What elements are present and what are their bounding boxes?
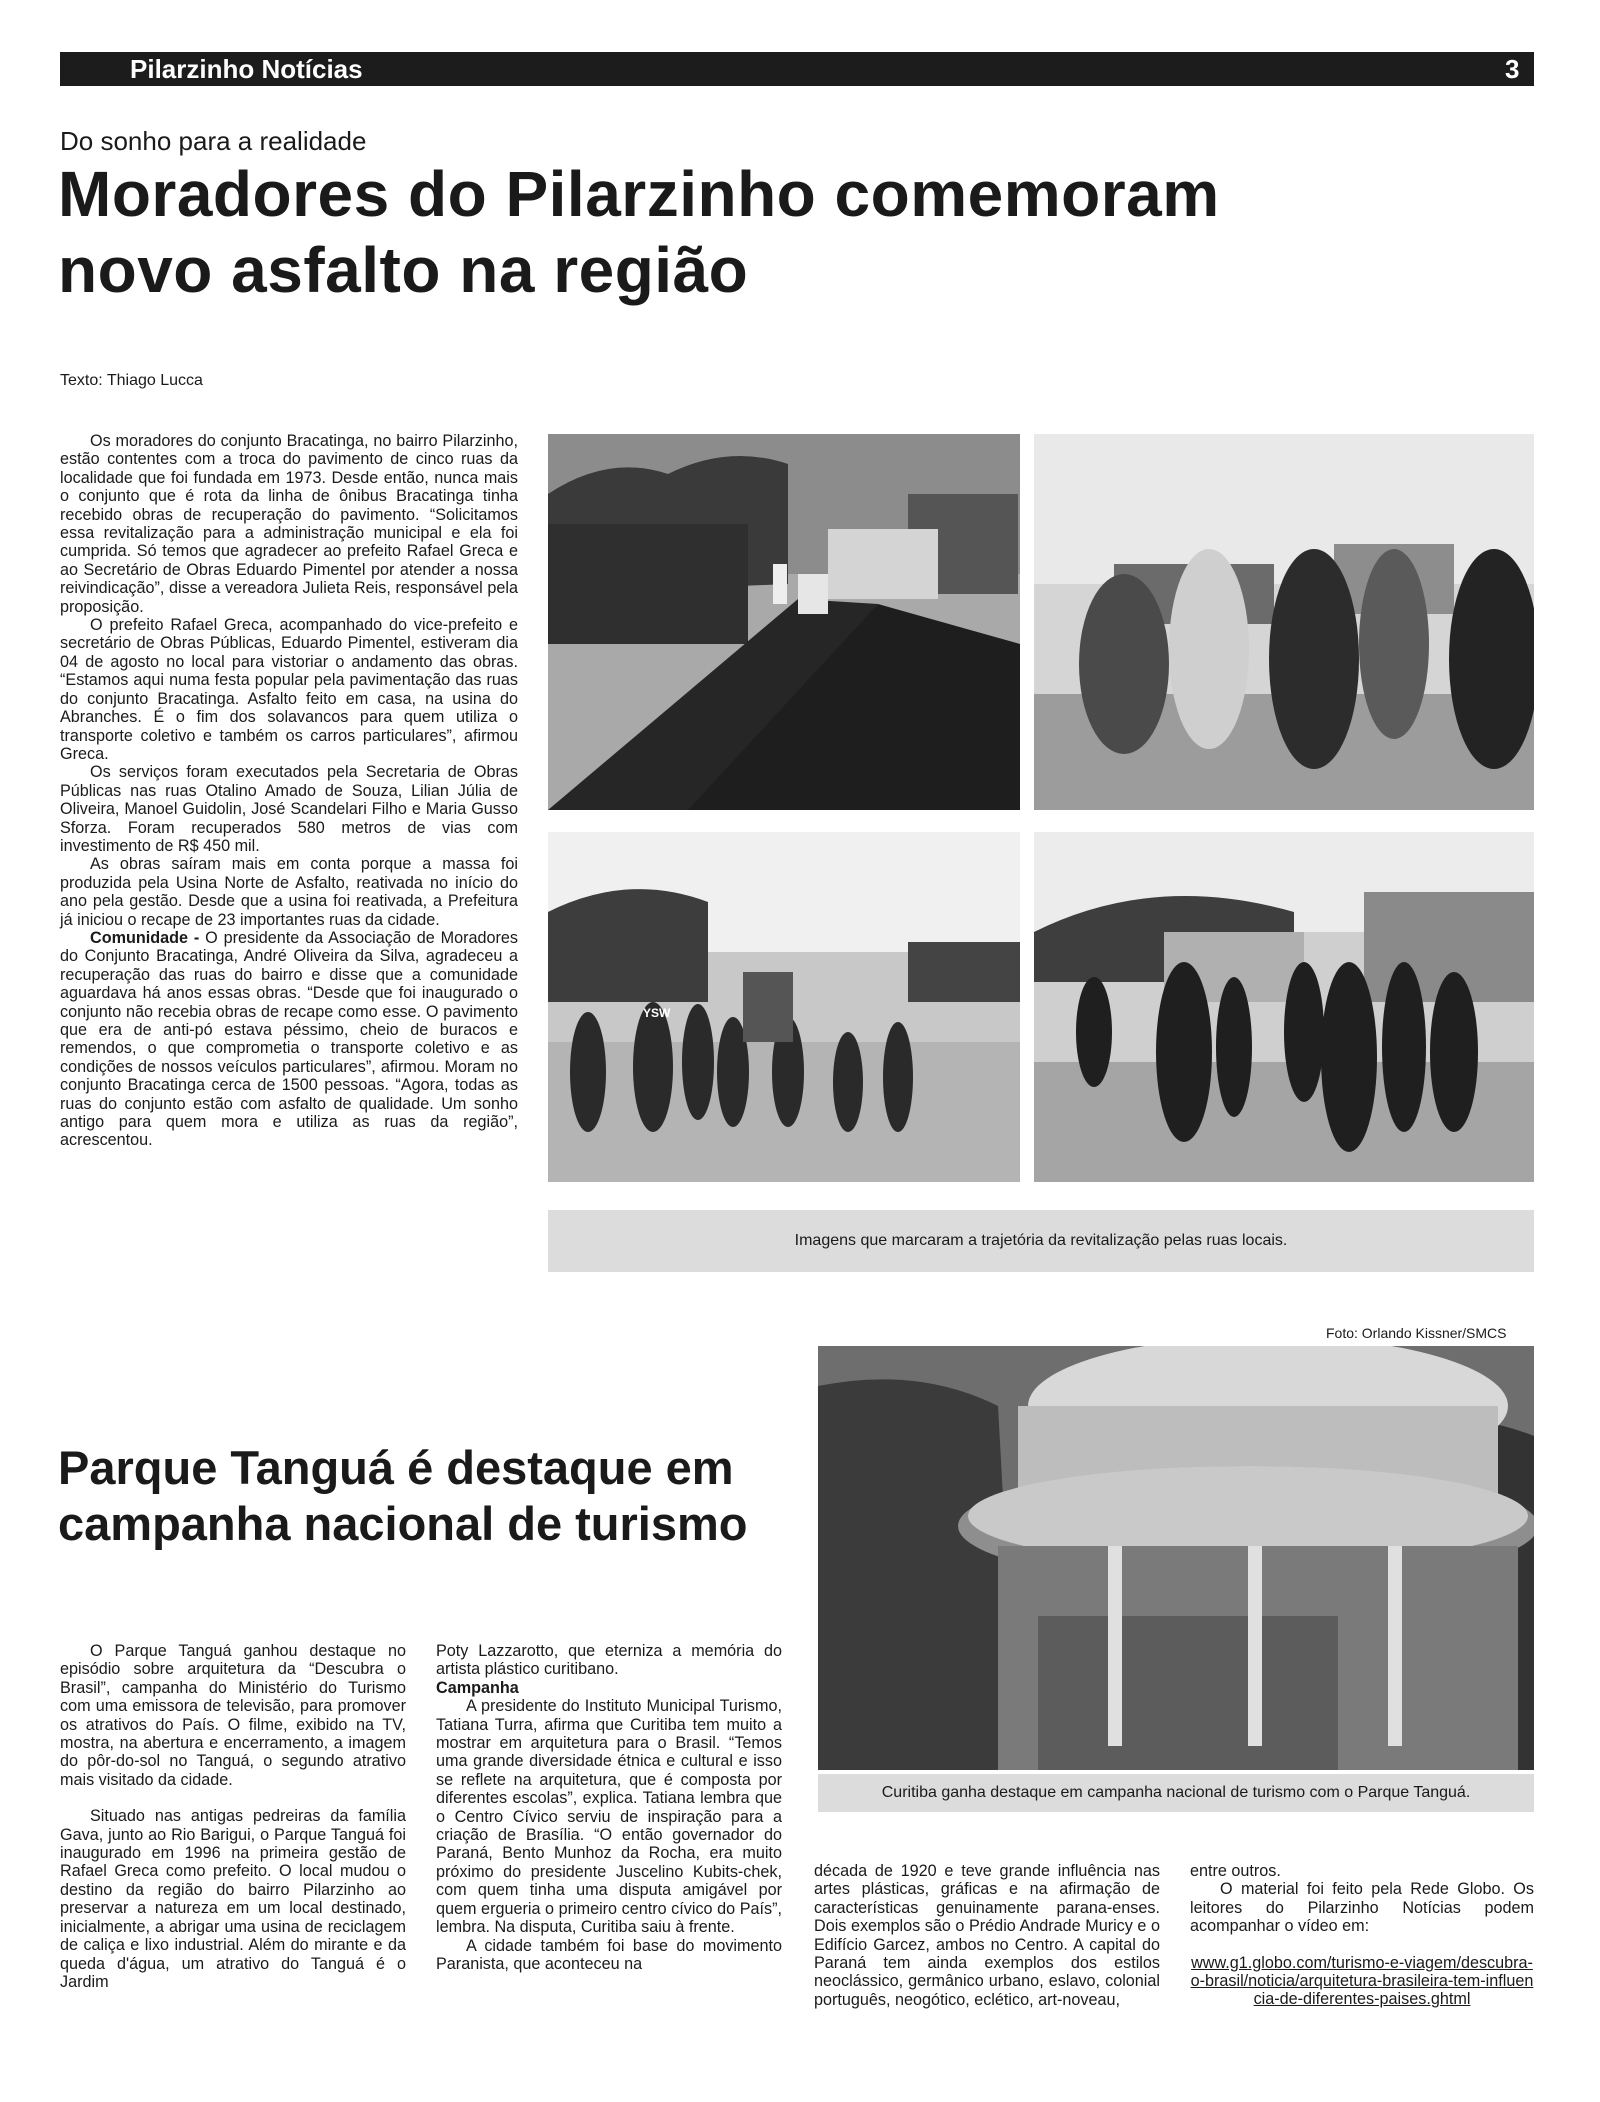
headline-line-1: Moradores do Pilarzinho comemoram: [58, 158, 1220, 230]
byline: Texto: Thiago Lucca: [60, 372, 203, 389]
article1-body: [60, 432, 518, 1150]
page-number: 3: [1505, 54, 1520, 84]
article2-column-2: [436, 1642, 782, 1973]
article-headline: [58, 156, 1358, 308]
article2-headline: [58, 1440, 798, 1552]
paragraph: Os moradores do conjunto Bracatinga, no bairro Pilarzinho, estão contentes com a troca do pavimento de cinco ruas da localidade que foi fundada em 1973. Desde então, nunca mais o conjunto que é rota da linha de ônibus Bracatinga tinha recebido obras de recuperação do pavimento. “Solicitamos essa revitalização para a administração municipal e ela foi cumprida. Só temos que agradecer ao prefeito Rafael Greca e ao Secretário de Obras Eduardo Pimentel por atender a nossa reivindicação”, disse a vereadora Julieta Reis, responsável pela proposição.: [60, 432, 518, 616]
headline-line-1: Parque Tanguá é destaque em: [58, 1441, 734, 1494]
paragraph: década de 1920 e teve grande influência nas artes plásticas, gráficas e na afirmação de características genuinamente parana-enses. Dois exemplos são o Prédio Andrade Muricy e o Edifício Garcez, ambos no Centro. A capital do Paraná tem ainda exemplos dos estilos neoclássico, germânico urbano, eslavo, colonial português, neogótico, eclético, art-noveau,: [814, 1862, 1160, 2009]
article2-column-3: [814, 1862, 1160, 2009]
video-link[interactable]: www.g1.globo.com/turismo-e-viagem/descubra-o-brasil/noticia/arquitetura-brasileira-tem-influencia-de-diferentes-paises.ghtml: [1190, 1953, 1534, 2009]
paragraph: Os serviços foram executados pela Secretaria de Obras Públicas nas ruas Otalino Amado de Souza, Lilian Júlia de Oliveira, Manoel Guidolin, José Scandelari Filho e Maria Gusso Sforza. Foram recuperados 580 metros de vias com investimento de R$ 450 mil.: [60, 763, 518, 855]
newspaper-name: Pilarzinho Notícias: [130, 54, 363, 84]
paragraph: Poty Lazzarotto, que eterniza a memória do artista plástico curitibano.: [436, 1642, 782, 1679]
photo-caption: Curitiba ganha destaque em campanha nacional de turismo com o Parque Tanguá.: [818, 1774, 1534, 1812]
sweatshirt-lettering: YSW: [643, 1006, 671, 1020]
photo-road-paving: [548, 434, 1020, 810]
paragraph-text: O presidente da Associação de Moradores do Conjunto Bracatinga, André Oliveira da Silva, agradeceu a recuperação das ruas do bairro e disse que a comunidade aguardava há anos essas obras. “Desde que foi inaugurado o conjunto não recebia obras de recape como esse. O pavimento que era de anti-pó estava péssimo, cheio de buracos e remendos, o que comprometia o transporte coletivo e as condições de nossos veículos particulares”, afirmou. Moram no conjunto Bracatinga cerca de 1500 pessoas. “Agora, todas as ruas do conjunto estão com asfalto de qualidade. Um sonho antigo para quem mora e utiliza as ruas da região”, acrescentou.: [60, 928, 518, 1150]
paragraph: O Parque Tanguá ganhou destaque no episódio sobre arquitetura da “Descubra o Brasil”, campanha do Ministério do Turismo com uma emissora de televisão, para promover os atrativos do País. O filme, exibido na TV, mostra, na abertura e encerramento, a imagem do pôr-do-sol no Tanguá, o segundo atrativo mais visitado da cidade.: [60, 1642, 406, 1789]
headline-line-2: campanha nacional de turismo: [58, 1497, 748, 1550]
photo-credit: Foto: Orlando Kissner/SMCS: [1326, 1325, 1507, 1341]
headline-line-2: novo asfalto na região: [58, 234, 749, 306]
paragraph: A cidade também foi base do movimento Paranista, que aconteceu na: [436, 1936, 782, 1973]
photo-officials-visit: [1034, 434, 1534, 810]
paragraph: O material foi feito pela Rede Globo. Os leitores do Pilarzinho Notícias podem acompanhar o vídeo em:: [1190, 1880, 1534, 1936]
paragraph: As obras saíram mais em conta porque a massa foi produzida pela Usina Norte de Asfalto, reativada no início do ano pela gestão. Desde que a usina foi reativada, a Prefeitura já iniciou o recape de 23 importantes ruas da cidade.: [60, 855, 518, 929]
paragraph: Situado nas antigas pedreiras da família Gava, junto ao Rio Barigui, o Parque Tanguá foi inaugurado em 1996 na primeira gestão de Rafael Greca como prefeito. O local mudou o destino da região do bairro Pilarzinho ao preservar a natureza em um local destinado, inicialmente, a abrigar uma usina de reciclagem de caliça e lixo industrial. Além do mirante e da queda d'água, um atrativo do Tanguá é o Jardim: [60, 1807, 406, 1991]
paragraph: entre outros.: [1190, 1862, 1281, 1880]
subhead: Campanha: [436, 1678, 519, 1697]
paragraph: A presidente do Instituto Municipal Turismo, Tatiana Turra, afirma que Curitiba tem muito a mostrar em arquitetura para o Brasil. “Temos uma grande diversidade étnica e cultural e isso se reflete na arquitetura, que é composta por diferentes escolas”, explica. Tatiana lembra que o Centro Cívico serviu de inspiração para a criação de Brasília. “O então governador do Paraná, Bento Munhoz da Rocha, era muito próximo do presidente Juscelino Kubits-chek, com quem tinha uma disputa amigável por quem ergueria o primeiro centro cívico do País”, lembra. Na disputa, Curitiba saiu à frente.: [436, 1697, 782, 1937]
photo-group-street: [548, 832, 1020, 1182]
paragraph: O prefeito Rafael Greca, acompanhado do vice-prefeito e secretário de Obras Públicas, Eduardo Pimentel, estiveram dia 04 de agosto no local para vistoriar o andamento das obras. “Estamos aqui numa festa popular pela pavimentação das ruas do conjunto Bracatinga. Asfalto feito em casa, na usina do Abranches. É o fim dos solavancos para quem utiliza o transporte coletivo e também os carros particulares”, afirmou Greca.: [60, 616, 518, 763]
article-kicker: Do sonho para a realidade: [60, 126, 367, 156]
article2-column-1: [60, 1642, 406, 1991]
subhead: Comunidade -: [90, 928, 200, 947]
paragraph: [60, 929, 518, 1150]
photo-parque-tangua: [818, 1346, 1534, 1770]
photo-officials-walking: [1034, 832, 1534, 1182]
photo-caption: Imagens que marcaram a trajetória da revitalização pelas ruas locais.: [548, 1210, 1534, 1272]
article2-column-4: [1190, 1862, 1534, 2009]
